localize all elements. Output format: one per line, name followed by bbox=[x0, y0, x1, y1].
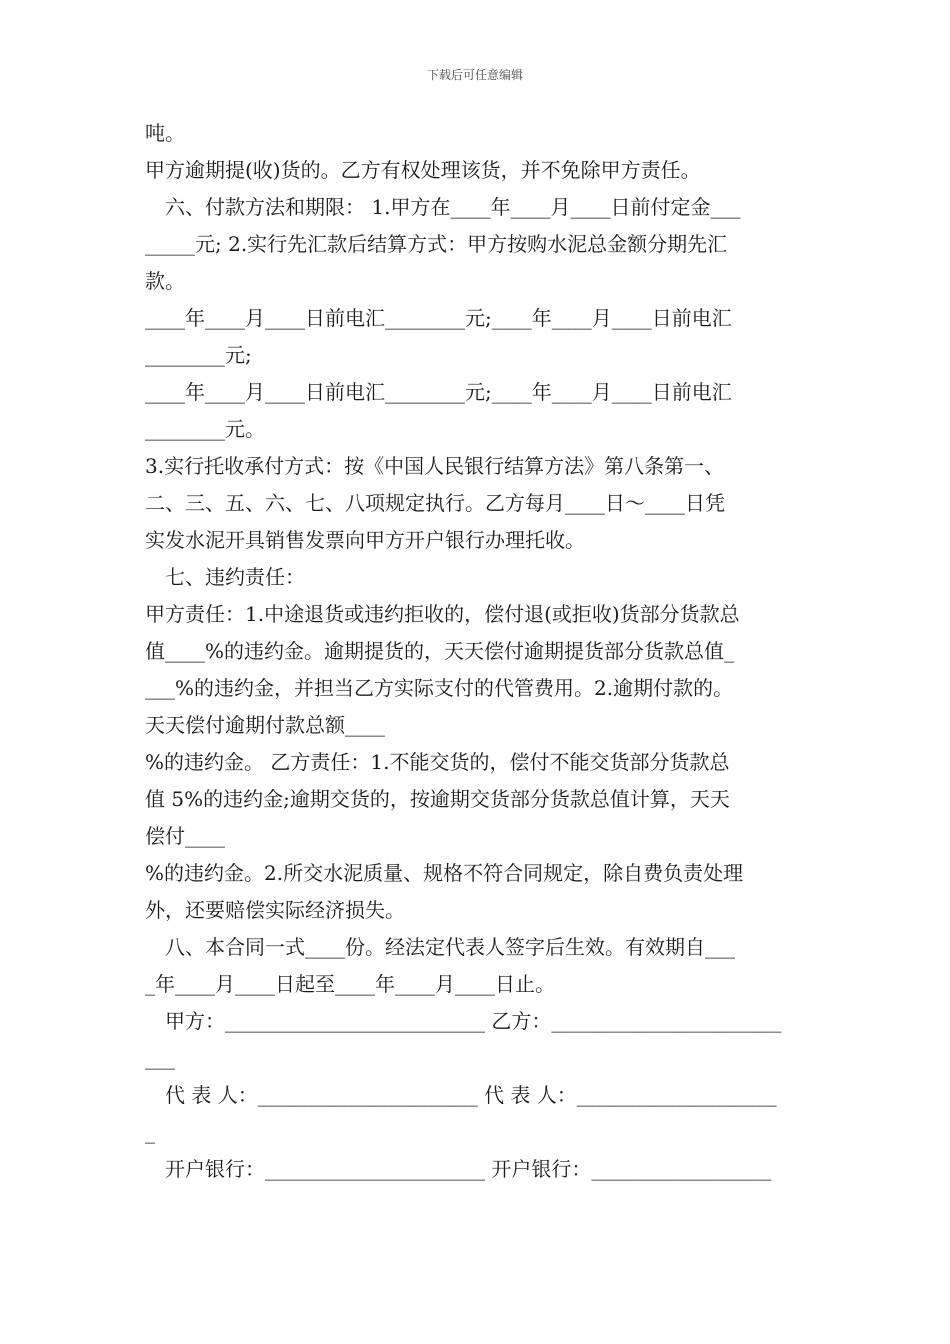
signature-bank-line: 开户银行：______________________ 开户银行：__________________ bbox=[165, 1157, 772, 1181]
signature-representative-line: 代 表 人：______________________ 代 表 人：____________________ bbox=[165, 1083, 777, 1107]
text-line: ________元。 bbox=[145, 417, 265, 441]
text-line: 偿付____ bbox=[145, 824, 225, 848]
text-line: _ bbox=[145, 1120, 155, 1144]
text-line: ________元; bbox=[145, 343, 252, 367]
signature-party-line: 甲方：__________________________ 乙方：_______________________ bbox=[165, 1009, 782, 1033]
text-line: _年____月____日起至____年____月____日止。 bbox=[145, 972, 555, 996]
section-heading-payment: 六、付款方法和期限： 1.甲方在____年____月____日前付定金___ bbox=[165, 195, 741, 219]
text-line: %的违约金。 乙方责任：1.不能交货的，偿付不能交货部分货款总 bbox=[145, 750, 730, 774]
text-line: 吨。 bbox=[145, 121, 185, 145]
text-line: 天天偿付逾期付款总额____ bbox=[145, 713, 385, 737]
text-line: 二、三、五、六、七、八项规定执行。乙方每月____日～____日凭 bbox=[145, 491, 725, 515]
text-line: _____元; 2.实行先汇款后结算方式：甲方按购水泥总金额分期先汇 bbox=[145, 232, 728, 256]
document-body bbox=[145, 115, 810, 1188]
text-line: ___%的违约金，并担当乙方实际支付的代管费用。2.逾期付款的。 bbox=[145, 676, 734, 700]
text-line: 款。 bbox=[145, 269, 185, 293]
text-line: ____年____月____日前电汇________元;____年____月____日前电汇 bbox=[145, 306, 732, 330]
text-line: 值____%的违约金。逾期提货的，天天偿付逾期提货部分货款总值_ bbox=[145, 639, 735, 663]
section-heading-liability: 七、违约责任： bbox=[165, 565, 305, 589]
text-line: ____年____月____日前电汇________元;____年____月____日前电汇 bbox=[145, 380, 732, 404]
page-header: 下载后可任意编辑 bbox=[426, 68, 523, 82]
text-line: %的违约金。2.所交水泥质量、规格不符合同规定，除自费负责处理 bbox=[145, 861, 744, 885]
text-line: 外，还要赔偿实际经济损失。 bbox=[145, 898, 405, 922]
text-line: 值 5%的违约金;逾期交货的，按逾期交货部分货款总值计算，天天 bbox=[145, 787, 730, 811]
text-line: 实发水泥开具销售发票向甲方开户银行办理托收。 bbox=[145, 528, 585, 552]
text-line: 甲方逾期提(收)货的。乙方有权处理该货，并不免除甲方责任。 bbox=[145, 158, 701, 182]
text-line: 甲方责任：1.中途退货或违约拒收的，偿付退(或拒收)货部分货款总 bbox=[145, 602, 740, 626]
text-line: ___ bbox=[145, 1046, 175, 1070]
section-heading-validity: 八、本合同一式____份。经法定代表人签字后生效。有效期自___ bbox=[165, 935, 735, 959]
text-line: 3.实行托收承付方式：按《中国人民银行结算方法》第八条第一、 bbox=[145, 454, 725, 478]
